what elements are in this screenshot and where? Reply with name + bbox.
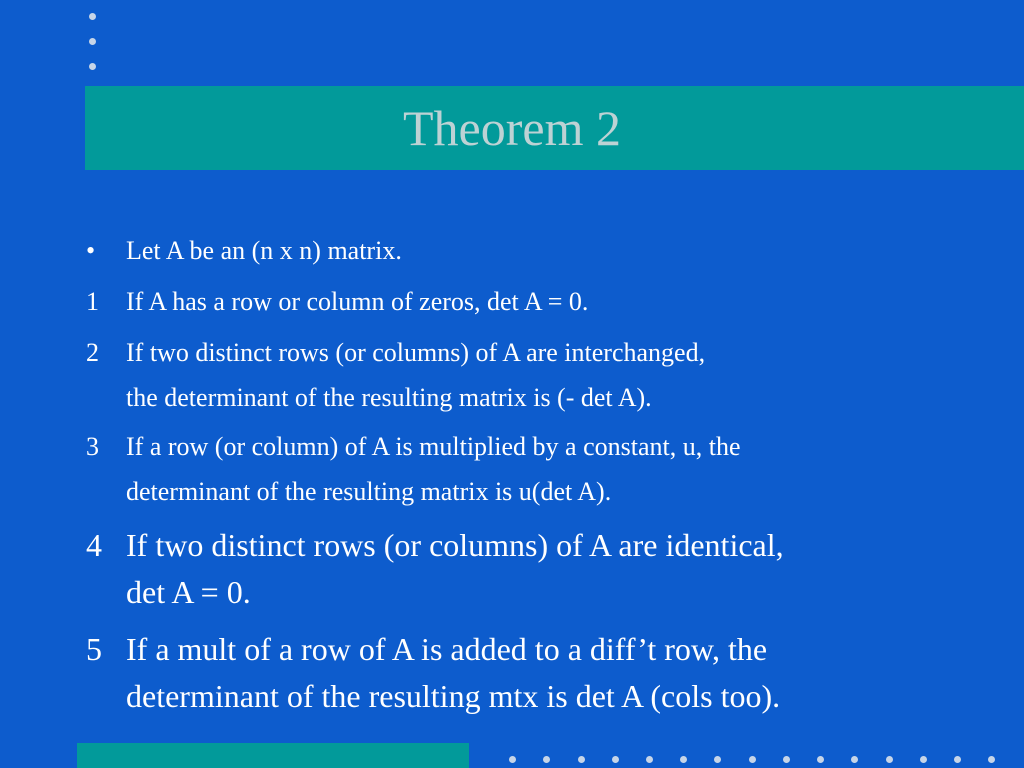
item-text <box>126 279 986 324</box>
slide-title: Theorem 2 <box>403 100 621 156</box>
decor-dot <box>646 756 653 763</box>
item-number: 1 <box>86 287 99 316</box>
bullet-marker: • <box>86 236 96 265</box>
decor-dot <box>612 756 619 763</box>
decor-dot <box>783 756 790 763</box>
item-text <box>126 522 986 616</box>
item-line: If a mult of a row of A is added to a diff’t row, the <box>126 631 768 667</box>
item-number: 4 <box>86 527 102 563</box>
bottom-band <box>77 743 469 768</box>
item-text <box>126 424 986 514</box>
decor-dot <box>988 756 995 763</box>
item-line: det A = 0. <box>126 574 251 610</box>
decor-dot <box>543 756 550 763</box>
decor-dot <box>954 756 961 763</box>
decor-dot <box>509 756 516 763</box>
decor-dot <box>817 756 824 763</box>
decor-dot <box>578 756 585 763</box>
item-line: determinant of the resulting matrix is u(det A). <box>126 477 612 506</box>
item-number: 5 <box>86 631 102 667</box>
decor-dot <box>680 756 687 763</box>
item-text <box>126 626 986 720</box>
decor-dot <box>714 756 721 763</box>
item-number: 2 <box>86 338 99 367</box>
item-line: the determinant of the resulting matrix is (- det A). <box>126 383 652 412</box>
item-line: If two distinct rows (or columns) of A are interchanged, <box>126 338 706 367</box>
decor-dot <box>749 756 756 763</box>
item-line: Let A be an (n x n) matrix. <box>126 236 402 265</box>
item-text <box>126 330 986 420</box>
item-text <box>126 228 986 273</box>
item-line: If two distinct rows (or columns) of A are identical, <box>126 527 784 563</box>
decor-dot <box>886 756 893 763</box>
decor-dot <box>920 756 927 763</box>
decor-dot <box>851 756 858 763</box>
item-number: 3 <box>86 432 99 461</box>
item-line: If A has a row or column of zeros, det A = 0. <box>126 287 589 316</box>
item-line: determinant of the resulting mtx is det A (cols too). <box>126 678 781 714</box>
item-line: If a row (or column) of A is multiplied by a constant, u, the <box>126 432 741 461</box>
